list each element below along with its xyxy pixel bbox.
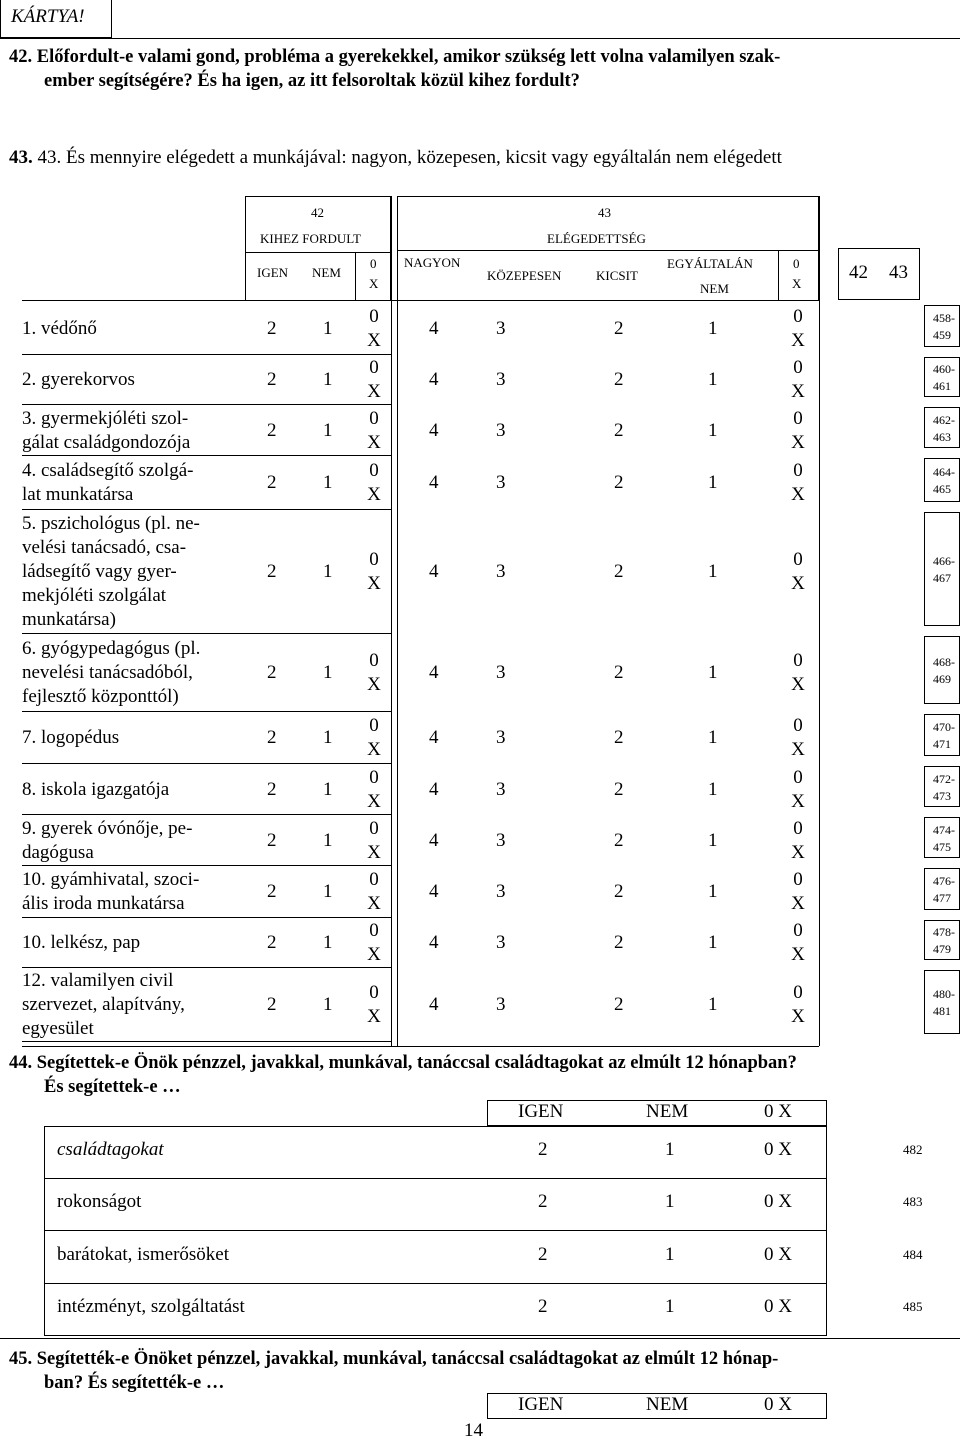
- row-label: velési tanácsadó, csa-: [22, 537, 187, 558]
- answer-0: 0: [369, 357, 379, 378]
- answer-x: X: [367, 944, 381, 965]
- satisfaction-x: X: [791, 431, 805, 453]
- row-rule: [22, 1041, 391, 1042]
- q44-head-igen: IGEN: [518, 1101, 564, 1122]
- satisfaction-1: 1: [708, 662, 718, 683]
- satisfaction-2: 2: [614, 829, 624, 851]
- row-label: ális iroda munkatársa: [22, 893, 185, 914]
- satisfaction-4: 4: [429, 369, 439, 390]
- satisfaction-1: 1: [708, 369, 718, 390]
- col43-zero: 0: [793, 256, 800, 271]
- answer-1: 1: [323, 662, 333, 683]
- row-rule: [22, 633, 391, 634]
- satisfaction-4: 4: [429, 994, 439, 1015]
- header-under-43: [397, 250, 819, 251]
- answer-x: X: [367, 674, 381, 695]
- satisfaction-0: 0: [793, 817, 803, 839]
- satisfaction-0: 0: [793, 920, 803, 941]
- row-rule: [22, 404, 391, 405]
- answer-x: X: [367, 330, 381, 351]
- row-code: [924, 305, 960, 347]
- row-code: [924, 357, 960, 397]
- answer-1: 1: [323, 778, 333, 800]
- q44-answer-zx: 0 X: [764, 1296, 792, 1317]
- col-sep-zx43: [778, 250, 779, 300]
- satisfaction-1: 1: [708, 727, 718, 748]
- satisfaction-1: 1: [708, 829, 718, 851]
- answer-1: 1: [323, 472, 333, 493]
- answer-x: X: [367, 841, 381, 863]
- col42-title: KIHEZ FORDULT: [260, 231, 361, 246]
- satisfaction-0: 0: [793, 869, 803, 890]
- satisfaction-1: 1: [708, 419, 718, 441]
- row-code: [924, 817, 960, 858]
- satisfaction-0: 0: [793, 549, 803, 570]
- row-code-line: 473: [933, 788, 951, 803]
- row-label: 7. logopédus: [22, 727, 120, 748]
- satisfaction-2: 2: [614, 994, 624, 1015]
- col42-zero: 0: [370, 256, 377, 271]
- answer-1: 1: [323, 369, 333, 390]
- col-nem: NEM: [312, 265, 341, 280]
- satisfaction-4: 4: [429, 829, 439, 851]
- row-code-line: 470-: [933, 720, 955, 734]
- q44-top-rule: [22, 1046, 819, 1047]
- row-code-line: 477: [933, 891, 951, 905]
- satisfaction-3: 3: [496, 778, 506, 800]
- col43-title: ELÉGEDETTSÉG: [547, 231, 646, 246]
- answer-2: 2: [267, 369, 277, 390]
- q45-head-zx: 0 X: [764, 1394, 792, 1415]
- satisfaction-3: 3: [496, 662, 506, 683]
- satisfaction-0: 0: [793, 357, 803, 378]
- row-rule: [22, 967, 391, 968]
- row-label: nevelési tanácsadóból,: [22, 662, 193, 683]
- q44-answer-2: 2: [538, 1139, 548, 1160]
- answer-1: 1: [323, 994, 333, 1015]
- satisfaction-3: 3: [496, 994, 506, 1015]
- q44-row-label: családtagokat: [57, 1139, 164, 1160]
- satisfaction-2: 2: [614, 561, 624, 582]
- row-label: 1. védőnő: [22, 318, 97, 339]
- codes-header-42: 42: [849, 262, 868, 283]
- answer-0: 0: [369, 407, 379, 429]
- q44-answer-1: 1: [665, 1139, 675, 1160]
- row-code-line: 478-: [933, 925, 955, 939]
- answer-1: 1: [323, 881, 333, 902]
- col42-x: X: [369, 276, 379, 291]
- q45-top-rule: [0, 1338, 960, 1339]
- answer-x: X: [367, 573, 381, 594]
- answer-0: 0: [369, 817, 379, 839]
- q42-line1: 42. Előfordult-e valami gond, probléma a gyerekekkel, amikor szükség lett volna valamilyen szak-: [9, 47, 781, 67]
- row-code-line: 459: [933, 328, 951, 342]
- row-code-line: 460-: [933, 362, 955, 376]
- satisfaction-x: X: [791, 841, 805, 863]
- q44-answer-zx: 0 X: [764, 1139, 792, 1160]
- satisfaction-2: 2: [614, 778, 624, 800]
- satisfaction-1: 1: [708, 318, 718, 339]
- row-label: 10. gyámhivatal, szoci-: [22, 869, 200, 890]
- answer-0: 0: [369, 306, 379, 327]
- col-nagyon: NAGYON: [404, 255, 461, 270]
- satisfaction-0: 0: [793, 766, 803, 788]
- satisfaction-4: 4: [429, 727, 439, 748]
- satisfaction-4: 4: [429, 419, 439, 441]
- satisfaction-4: 4: [429, 472, 439, 493]
- row-rule: [22, 509, 391, 510]
- satisfaction-2: 2: [614, 881, 624, 902]
- q44-line2: És segítettek-e …: [44, 1077, 181, 1097]
- answer-x: X: [367, 431, 381, 453]
- table-divider-2: [397, 196, 398, 1046]
- row-code-line: 458-: [933, 311, 955, 325]
- col-egyaltalan-nem: NEM: [700, 281, 729, 296]
- row-rule: [22, 763, 391, 764]
- q44-answer-2: 2: [538, 1191, 548, 1212]
- q44-row-label: rokonságot: [57, 1191, 142, 1212]
- answer-1: 1: [323, 561, 333, 582]
- row-label: 10. lelkész, pap: [22, 932, 141, 953]
- answer-1: 1: [323, 829, 333, 851]
- q44-answer-1: 1: [665, 1296, 675, 1317]
- row-label: 5. pszichológus (pl. ne-: [22, 513, 200, 534]
- row-label: 6. gyógypedagógus (pl.: [22, 638, 201, 659]
- satisfaction-2: 2: [614, 727, 624, 748]
- row-rule: [22, 865, 391, 866]
- satisfaction-3: 3: [496, 829, 506, 851]
- header-bottom: [22, 300, 819, 301]
- row-label: munkatársa): [22, 609, 116, 630]
- satisfaction-3: 3: [496, 419, 506, 441]
- row-code-line: 464-: [933, 465, 955, 479]
- q44-row-box: [44, 1178, 827, 1231]
- satisfaction-2: 2: [614, 662, 624, 683]
- row-label: dagógusa: [22, 841, 94, 863]
- satisfaction-3: 3: [496, 318, 506, 339]
- answer-0: 0: [369, 766, 379, 788]
- satisfaction-2: 2: [614, 932, 624, 953]
- satisfaction-4: 4: [429, 662, 439, 683]
- answer-2: 2: [267, 994, 277, 1015]
- q45-line1: 45. Segítették-e Önöket pénzzel, javakkal, munkával, tanáccsal családtagokat az elmúlt 12 hónap-: [9, 1349, 779, 1369]
- row-code-line: 467: [933, 571, 951, 585]
- row-code: [924, 407, 960, 448]
- answer-0: 0: [369, 982, 379, 1003]
- answer-1: 1: [323, 318, 333, 339]
- satisfaction-x: X: [791, 944, 805, 965]
- q44-answer-1: 1: [665, 1244, 675, 1265]
- satisfaction-4: 4: [429, 318, 439, 339]
- q44-answer-zx: 0 X: [764, 1191, 792, 1212]
- row-rule: [22, 455, 391, 456]
- answer-0: 0: [369, 869, 379, 890]
- col-igen: IGEN: [257, 265, 289, 280]
- answer-x: X: [367, 790, 381, 812]
- row-code-line: 466-: [933, 554, 955, 568]
- row-label: egyesület: [22, 1018, 94, 1039]
- table-divider: [391, 196, 392, 1046]
- answer-2: 2: [267, 561, 277, 582]
- row-label: szervezet, alapítvány,: [22, 994, 185, 1015]
- satisfaction-4: 4: [429, 778, 439, 800]
- row-label: gálat családgondozója: [22, 431, 191, 453]
- row-label: fejlesztő központtól): [22, 686, 179, 707]
- answer-x: X: [367, 739, 381, 760]
- q44-row-label: barátokat, ismerősöket: [57, 1244, 230, 1265]
- answer-2: 2: [267, 662, 277, 683]
- q44-row-code: 483: [903, 1194, 923, 1209]
- q44-row-label: intézményt, szolgáltatást: [57, 1296, 245, 1317]
- satisfaction-0: 0: [793, 407, 803, 429]
- q44-answer-1: 1: [665, 1191, 675, 1212]
- row-code: [924, 636, 960, 704]
- row-code: [924, 868, 960, 910]
- answer-x: X: [367, 484, 381, 505]
- row-code-line: 479: [933, 942, 951, 956]
- row-label: 2. gyerekorvos: [22, 369, 135, 390]
- answer-2: 2: [267, 472, 277, 493]
- row-code-line: 471: [933, 737, 951, 751]
- satisfaction-x: X: [791, 381, 805, 402]
- satisfaction-4: 4: [429, 932, 439, 953]
- satisfaction-1: 1: [708, 932, 718, 953]
- answer-x: X: [367, 893, 381, 914]
- card-tag: KÁRTYA!: [11, 6, 85, 27]
- row-code-line: 468-: [933, 655, 955, 669]
- satisfaction-x: X: [791, 790, 805, 812]
- row-code-line: 476-: [933, 874, 955, 888]
- row-code: [924, 714, 960, 756]
- q44-answer-2: 2: [538, 1244, 548, 1265]
- q44-head-nem: NEM: [646, 1101, 689, 1122]
- row-label: 9. gyerek óvónője, pe-: [22, 817, 193, 839]
- answer-0: 0: [369, 920, 379, 941]
- satisfaction-3: 3: [496, 369, 506, 390]
- q42-line2: ember segítségére? És ha igen, az itt felsoroltak közül kihez fordult?: [44, 71, 580, 91]
- row-code: [924, 970, 960, 1034]
- row-code-line: 480-: [933, 987, 955, 1001]
- answer-2: 2: [267, 318, 277, 339]
- col43-number: 43: [598, 205, 611, 220]
- answer-1: 1: [323, 727, 333, 748]
- satisfaction-1: 1: [708, 994, 718, 1015]
- col42-number: 42: [311, 205, 324, 220]
- row-label: 3. gyermekjóléti szol-: [22, 407, 189, 429]
- q44-answer-2: 2: [538, 1296, 548, 1317]
- satisfaction-x: X: [791, 330, 805, 351]
- q45-head-igen: IGEN: [518, 1394, 564, 1415]
- row-code: [924, 512, 960, 626]
- row-code-line: 472-: [933, 771, 955, 786]
- answer-2: 2: [267, 778, 277, 800]
- row-code-line: 469: [933, 672, 951, 686]
- q43-number: 43.: [9, 147, 33, 168]
- row-label: 8. iskola igazgatója: [22, 778, 170, 800]
- q44-answer-zx: 0 X: [764, 1244, 792, 1265]
- answer-x: X: [367, 381, 381, 402]
- satisfaction-0: 0: [793, 460, 803, 481]
- header-under-42: [245, 252, 391, 253]
- satisfaction-0: 0: [793, 650, 803, 671]
- answer-0: 0: [369, 460, 379, 481]
- col43-x: X: [792, 276, 802, 291]
- answer-0: 0: [369, 650, 379, 671]
- col-kozepesen: KÖZEPESEN: [487, 268, 562, 283]
- row-code-line: 463: [933, 429, 951, 444]
- row-code: [924, 766, 960, 807]
- answer-2: 2: [267, 881, 277, 902]
- satisfaction-2: 2: [614, 472, 624, 493]
- satisfaction-x: X: [791, 1006, 805, 1027]
- satisfaction-2: 2: [614, 318, 624, 339]
- answer-1: 1: [323, 419, 333, 441]
- satisfaction-x: X: [791, 739, 805, 760]
- row-code-line: 461: [933, 379, 951, 393]
- answer-2: 2: [267, 829, 277, 851]
- top-rule: [0, 38, 960, 39]
- satisfaction-1: 1: [708, 881, 718, 902]
- q44-head-zx: 0 X: [764, 1101, 792, 1122]
- satisfaction-4: 4: [429, 561, 439, 582]
- answer-0: 0: [369, 715, 379, 736]
- row-code-line: 474-: [933, 822, 955, 837]
- codes-header-43: 43: [889, 262, 908, 283]
- row-code-line: 475: [933, 839, 951, 854]
- satisfaction-2: 2: [614, 419, 624, 441]
- col-kicsit: KICSIT: [596, 268, 638, 283]
- satisfaction-0: 0: [793, 715, 803, 736]
- row-label: ládsegítő vagy gyer-: [22, 561, 177, 582]
- satisfaction-2: 2: [614, 369, 624, 390]
- satisfaction-3: 3: [496, 561, 506, 582]
- q44-row-code: 485: [903, 1299, 923, 1314]
- row-label: 12. valamilyen civil: [22, 970, 174, 991]
- satisfaction-1: 1: [708, 561, 718, 582]
- satisfaction-3: 3: [496, 472, 506, 493]
- row-rule: [22, 917, 391, 918]
- satisfaction-x: X: [791, 573, 805, 594]
- satisfaction-x: X: [791, 484, 805, 505]
- satisfaction-1: 1: [708, 472, 718, 493]
- satisfaction-x: X: [791, 674, 805, 695]
- row-rule: [22, 814, 391, 815]
- q44-row-code: 482: [903, 1142, 923, 1157]
- satisfaction-3: 3: [496, 932, 506, 953]
- satisfaction-4: 4: [429, 881, 439, 902]
- table-right-edge: [819, 196, 820, 1046]
- q45-line2: ban? És segítették-e …: [44, 1373, 225, 1393]
- row-code: [924, 458, 960, 502]
- row-label: lat munkatársa: [22, 484, 134, 505]
- row-rule: [22, 711, 391, 712]
- row-code-line: 465: [933, 482, 951, 496]
- answer-2: 2: [267, 419, 277, 441]
- satisfaction-0: 0: [793, 306, 803, 327]
- row-code: [924, 920, 960, 960]
- col-egyaltalan: EGYÁLTALÁN: [667, 256, 753, 271]
- q44-line1: 44. Segítettek-e Önök pénzzel, javakkal, munkával, tanáccsal családtagokat az elmúlt 12 hónapban?: [9, 1053, 797, 1073]
- row-code-line: 462-: [933, 412, 955, 427]
- satisfaction-0: 0: [793, 982, 803, 1003]
- answer-x: X: [367, 1006, 381, 1027]
- row-rule: [22, 354, 391, 355]
- answer-2: 2: [267, 932, 277, 953]
- row-label: mekjóléti szolgálat: [22, 585, 167, 606]
- q45-head-nem: NEM: [646, 1394, 689, 1415]
- answer-1: 1: [323, 932, 333, 953]
- satisfaction-1: 1: [708, 778, 718, 800]
- answer-2: 2: [267, 727, 277, 748]
- q43-question: 43. És mennyire elégedett a munkájával: nagyon, közepesen, kicsit vagy egyáltalán nem elégedett: [37, 147, 782, 168]
- answer-0: 0: [369, 549, 379, 570]
- page-number: 14: [464, 1420, 483, 1441]
- row-label: 4. családsegítő szolgá-: [22, 460, 194, 481]
- satisfaction-x: X: [791, 893, 805, 914]
- col-sep-zx42: [355, 252, 356, 300]
- satisfaction-3: 3: [496, 881, 506, 902]
- q43-text: [9, 147, 782, 169]
- row-code-line: 481: [933, 1004, 951, 1018]
- q44-row-code: 484: [903, 1247, 923, 1262]
- satisfaction-3: 3: [496, 727, 506, 748]
